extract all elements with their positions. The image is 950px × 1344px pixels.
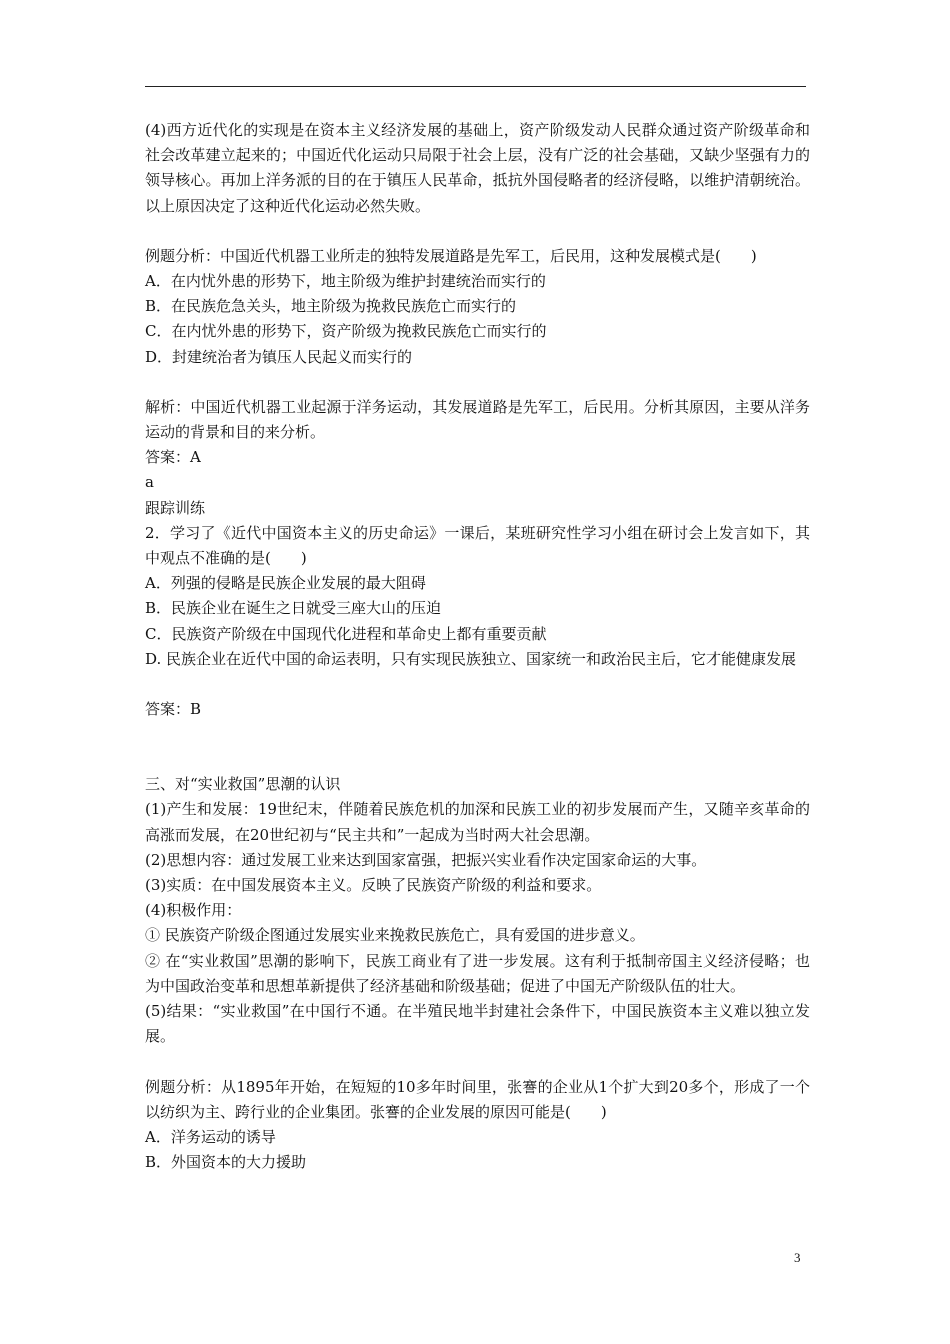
example2-question: 例题分析：从1895年开始，在短短的10多年时间里，张謇的企业从1个扩大到20多个，形成了一个以纺织为主、跨行业的企业集团。张謇的企业发展的原因可能是( ) bbox=[145, 1077, 810, 1121]
spacer bbox=[145, 370, 810, 395]
training-option-a: A．列强的侵略是民族企业发展的最大阻碍 bbox=[145, 574, 426, 593]
section3-item-4b: ② 在“实业救国”思潮的影响下，民族工商业有了进一步发展。这有利于抵制帝国主义经济侵略；也为中国政治变革和思想革新提供了经济基础和阶级基础；促进了中国无产阶级队伍的壮大。 bbox=[145, 951, 810, 995]
example2-option-a: A．洋务运动的诱导 bbox=[145, 1127, 276, 1146]
example2-option-b: B．外国资本的大力援助 bbox=[145, 1153, 307, 1172]
section3-item-2: (2)思想内容：通过发展工业来达到国家富强，把振兴实业看作决定国家命运的大事。 bbox=[145, 850, 707, 869]
spacer bbox=[145, 219, 810, 244]
spacer bbox=[145, 672, 810, 697]
section3-item-1: (1)产生和发展：19世纪末，伴随着民族危机的加深和民族工业的初步发展而产生，又随辛亥革命的高涨而发展，在20世纪初与“民主共和”一起成为当时两大社会思潮。 bbox=[145, 800, 810, 844]
page-number: 3 bbox=[794, 1250, 801, 1265]
section3-item-4: (4)积极作用： bbox=[145, 901, 242, 920]
example1-answer: 答案：A bbox=[145, 448, 201, 467]
section2-point4: (4)西方近代化的实现是在资本主义经济发展的基础上，资产阶级发动人民群众通过资产阶级革命和社会改革建立起来的；中国近代化运动只局限于社会上层，没有广泛的社会基础，又缺少坚强有力的领导核心。再加上洋务派的目的在于镇压人民革命，抵抗外国侵略者的经济侵略，以维护清朝统治。以上原因决定了这种近代化运动必然失败。 bbox=[145, 121, 810, 215]
training-answer: 答案：B bbox=[145, 700, 202, 719]
example1-option-d: D．封建统治者为镇压人民起义而实行的 bbox=[145, 347, 413, 366]
example1-option-a: A．在内忧外患的形势下，地主阶级为维护封建统治而实行的 bbox=[145, 272, 546, 291]
training-option-d: D. 民族企业在近代中国的命运表明，只有实现民族独立、国家统一和政治民主后，它才能健康发展 bbox=[145, 649, 797, 668]
example1-analysis: 解析：中国近代机器工业起源于洋务运动，其发展道路是先军工，后民用。分析其原因，主要从洋务运动的背景和目的来分析。 bbox=[145, 397, 810, 442]
spacer bbox=[145, 722, 810, 772]
training-option-c: C．民族资产阶级在中国现代化进程和革命史上都有重要贡献 bbox=[145, 624, 547, 643]
section3-item-5: (5)结果：“实业救国”在中国行不通。在半殖民地半封建社会条件下，中国民族资本主义难以独立发展。 bbox=[145, 1002, 810, 1046]
header-rule bbox=[145, 86, 806, 87]
section3-item-4a: ① 民族资产阶级企图通过发展实业来挽救民族危亡，具有爱国的进步意义。 bbox=[145, 926, 645, 945]
section3-item-3: (3)实质：在中国发展资本主义。反映了民族资产阶级的利益和要求。 bbox=[145, 876, 602, 895]
example1-question: 例题分析：中国近代机器工业所走的独特发展道路是先军工，后民用，这种发展模式是( ) bbox=[145, 246, 757, 265]
section3-title: 三、对“实业救国”思潮的认识 bbox=[145, 775, 341, 794]
page-content bbox=[145, 118, 810, 1175]
training-option-b: B．民族企业在诞生之日就受三座大山的压迫 bbox=[145, 599, 442, 618]
training-title: 跟踪训练 bbox=[145, 498, 206, 517]
example1-option-c: C．在内忧外患的形势下，资产阶级为挽救民族危亡而实行的 bbox=[145, 322, 547, 341]
example1-option-b: B．在民族危急关头，地主阶级为挽救民族危亡而实行的 bbox=[145, 297, 517, 316]
spacer bbox=[145, 1050, 810, 1075]
stray-letter: a bbox=[145, 473, 154, 492]
training-question: 2．学习了《近代中国资本主义的历史命运》一课后，某班研究性学习小组在研讨会上发言如下，其中观点不准确的是( ) bbox=[145, 523, 810, 568]
